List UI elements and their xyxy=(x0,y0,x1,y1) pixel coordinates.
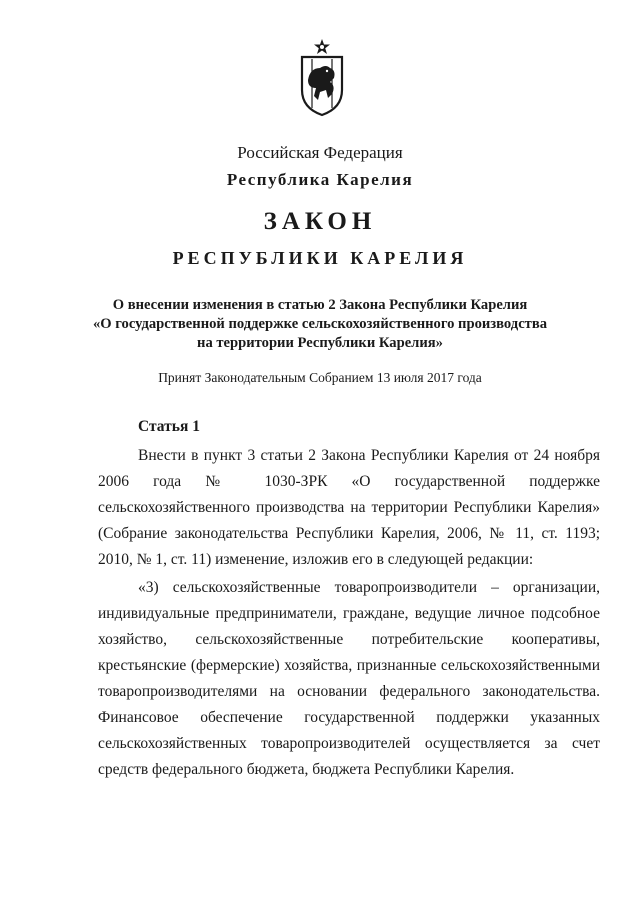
law-title-line: О внесении изменения в статью 2 Закона Республики Карелия xyxy=(112,297,528,313)
law-title-line: на территории Республики Карелия» xyxy=(197,335,443,351)
article-paragraph: Внести в пункт 3 статьи 2 Закона Республики Карелия от 24 ноября 2006 года № 1030-ЗРК «О государственной поддержке сельскохозяйственного производства на территории Республики Карелия» (Собрание законодательства Республики Карелия, 2006, № 11, ст. 1193; 2010, № 1, ст. 11) изменение, изложив его в следующей редакции: xyxy=(98,447,600,568)
article-paragraph: «3) сельскохозяйственные товаропроизводители – организации, индивидуальные предприниматели, граждане, ведущие личное подсобное хозяйство, сельскохозяйственные потребительские кооперативы, крестьянские (фермерские) хозяйства, признанные сельскохозяйственными товаропроизводителями на основании федерального законодательства. Финансовое обеспечение государственной поддержки указанных сельскохозяйственных товаропроизводителей осуществляется за счет средств федерального бюджета, бюджета Республики Карелия. xyxy=(98,579,600,778)
adoption-note: Принят Законодательным Собранием 13 июля 2017 года xyxy=(158,370,482,385)
article-body xyxy=(98,443,600,783)
article-heading: Статья 1 xyxy=(138,418,200,435)
coat-of-arms-icon xyxy=(296,38,348,118)
document-issuer: РЕСПУБЛИКИ КАРЕЛИЯ xyxy=(172,248,468,268)
law-title-block xyxy=(60,296,580,353)
country-name: Российская Федерация xyxy=(237,143,403,162)
republic-name: Республика Карелия xyxy=(226,170,414,189)
document-type: ЗАКОН xyxy=(263,208,377,235)
law-title-line: «О государственной поддержке сельскохозяйственного производства xyxy=(92,316,548,332)
